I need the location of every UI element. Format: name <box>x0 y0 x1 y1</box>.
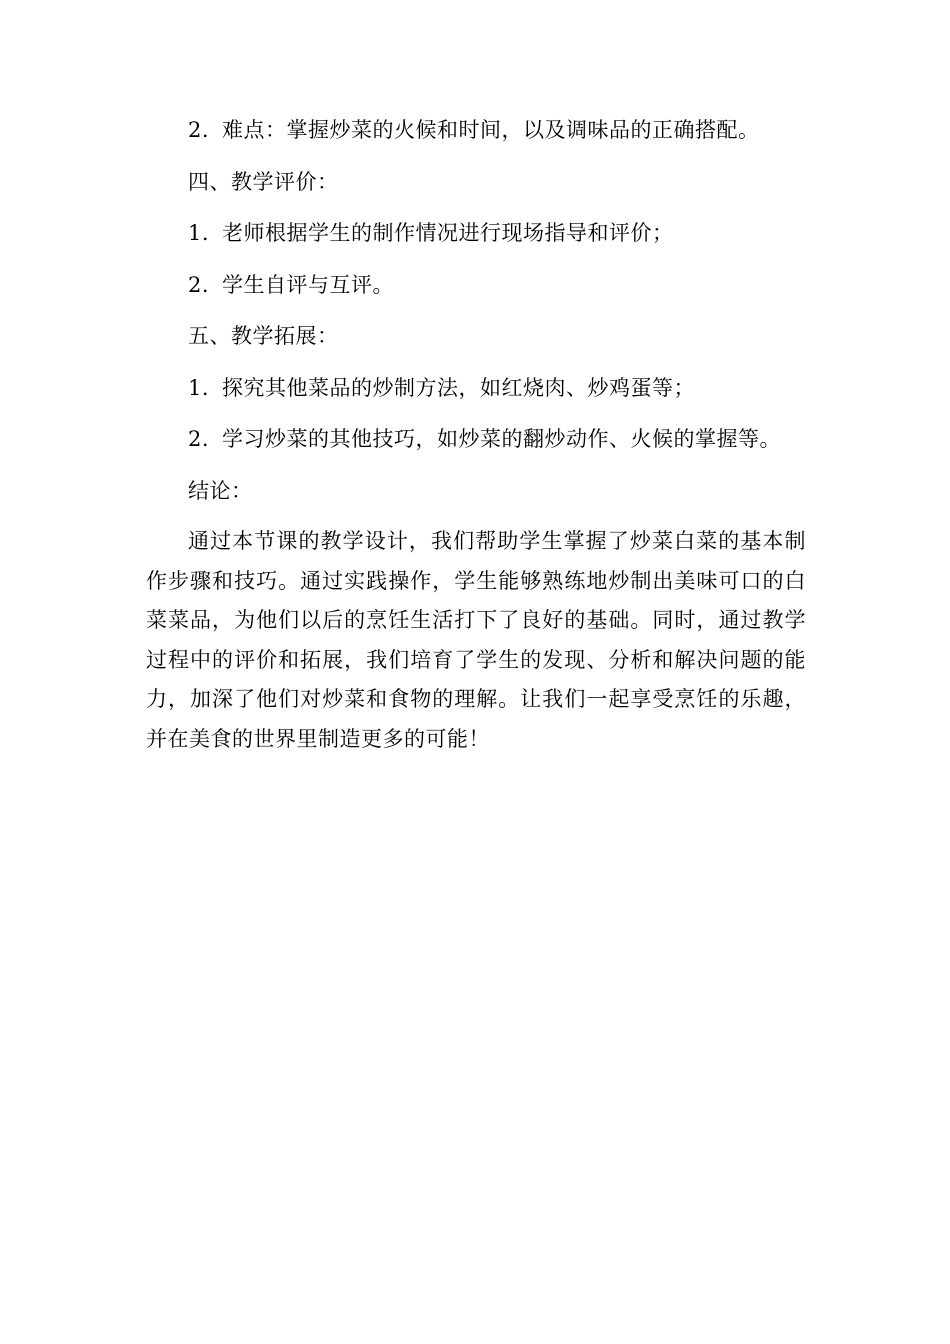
heading-text: 四、教学评价： <box>188 169 339 194</box>
section-heading-conclusion <box>146 471 806 523</box>
item-number: 2. <box>188 272 210 297</box>
item-text: 学习炒菜的其他技巧，如炒菜的翻炒动作、火候的掌握等。 <box>222 427 781 451</box>
heading-text: 五、教学拓展： <box>188 324 339 348</box>
item-text: 难点：掌握炒菜的火候和时间，以及调味品的正确搭配。 <box>222 118 760 142</box>
item-text: 老师根据学生的制作情况进行现场指导和评价； <box>222 221 674 245</box>
item-number: 2. <box>188 427 210 451</box>
list-item-other-techniques <box>146 419 806 471</box>
heading-text: 结论： <box>188 478 253 503</box>
item-number: 2. <box>188 118 210 142</box>
section-heading-extension <box>146 316 806 368</box>
item-text: 探究其他菜品的炒制方法，如红烧肉、炒鸡蛋等； <box>222 375 695 400</box>
document-body <box>146 110 806 759</box>
item-number: 1. <box>188 375 210 400</box>
list-item-other-dishes <box>146 368 806 420</box>
section-heading-evaluation <box>146 162 806 214</box>
list-item-self-evaluation <box>146 265 806 317</box>
conclusion-paragraph: 通过本节课的教学设计，我们帮助学生掌握了炒菜白菜的基本制作步骤和技巧。通过实践操作，学生能够熟练地炒制出美味可口的白菜菜品，为他们以后的烹饪生活打下了良好的基础。同时，通过教学过程中的评价和拓展，我们培育了学生的发现、分析和解决问题的能力，加深了他们对炒菜和食物的理解。让我们一起享受烹饪的乐趣，并在美食的世界里制造更多的可能！ <box>146 529 806 751</box>
list-item-difficulty <box>146 110 806 162</box>
item-text: 学生自评与互评。 <box>222 272 394 297</box>
item-number: 1. <box>188 221 210 245</box>
list-item-teacher-evaluation <box>146 213 806 265</box>
